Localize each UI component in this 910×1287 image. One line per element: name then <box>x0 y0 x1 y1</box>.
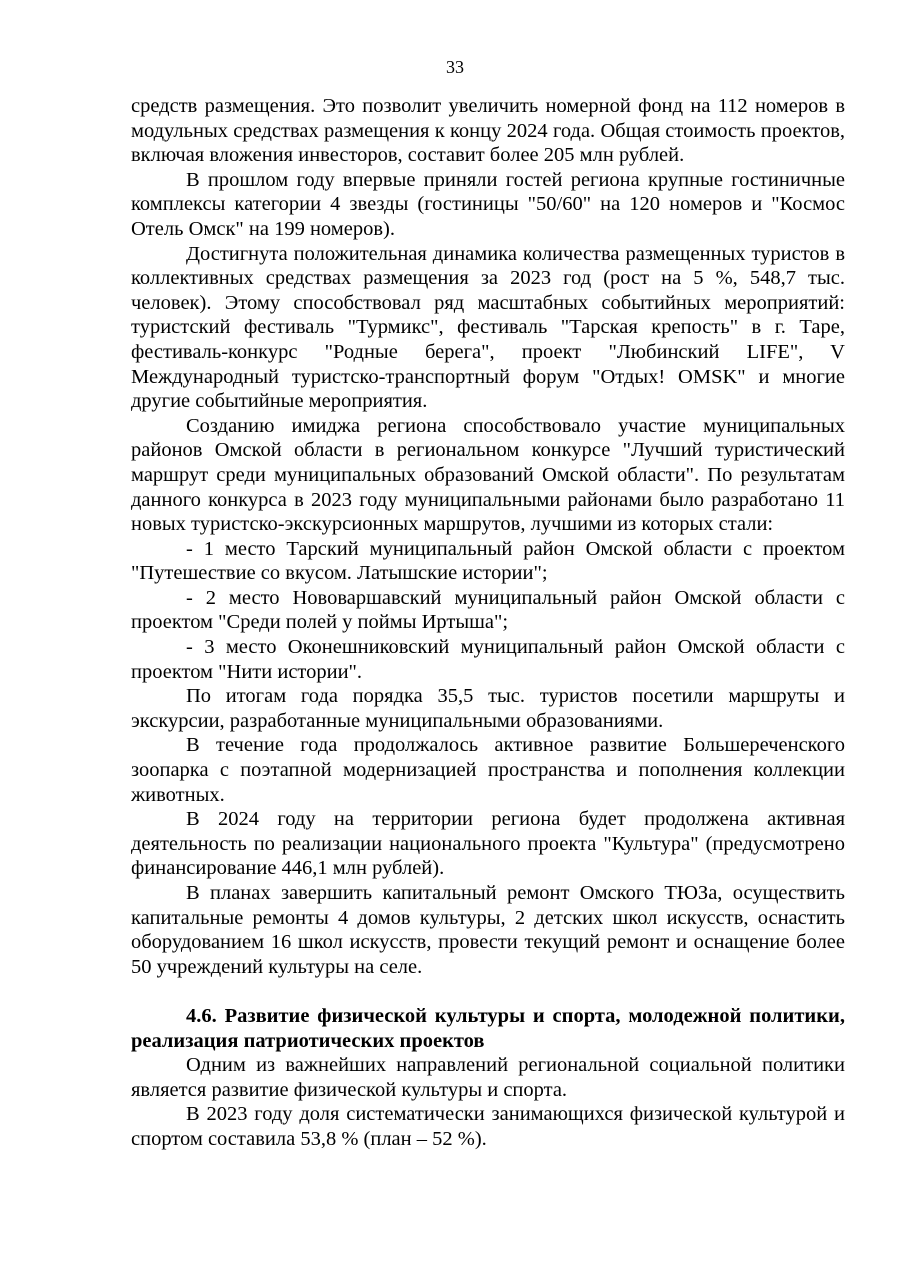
paragraph-regional-contest: Созданию имиджа региона способствовало участие муниципальных районов Омской области в региональном конкурсе "Лучший туристический маршрут среди муниципальных образований Омской области". По результатам данного конкурса в 2023 году муниципальными районами было разработано 11 новых туристско-экскурсионных маршрутов, лучшими из которых стали: <box>131 414 845 536</box>
list-item-third-place: - 3 место Оконешниковский муниципальный район Омской области с проектом "Нити истории". <box>131 636 845 683</box>
list-item-first-place: - 1 место Тарский муниципальный район Омской области с проектом "Путешествие со вкусом. Латышские истории"; <box>131 537 845 585</box>
paragraph-hotels: В прошлом году впервые приняли гостей региона крупные гостиничные комплексы категории 4 звезды (гостиницы "50/60" на 120 номеров и "Космос Отель Омск" на 199 номеров). <box>131 168 845 240</box>
list-item-second-place: - 2 место Нововаршавский муниципальный район Омской области с проектом "Среди полей у поймы Иртыша"; <box>131 586 845 634</box>
section-title: Развитие физической культуры и спорта, молодежной политики, реализация патриотических проектов <box>131 1004 845 1052</box>
document-body <box>131 94 845 1152</box>
paragraph-repair-plans: В планах завершить капитальный ремонт Омского ТЮЗа, осуществить капитальные ремонты 4 домов культуры, 2 детских школ искусств, оснастить оборудованием 16 школ искусств, провести текущий ремонт и оснащение более 50 учреждений культуры на селе. <box>131 882 845 978</box>
paragraph-sport-policy: Одним из важнейших направлений региональной социальной политики является развитие физической культуры и спорта. <box>131 1054 845 1101</box>
section-number: 4.6. <box>186 1004 217 1027</box>
page-number: 33 <box>446 57 464 77</box>
paragraph-tourist-dynamics: Достигнута положительная динамика количества размещенных туристов в коллективных средствах размещения за 2023 год (рост на 5 %, 548,7 тыс. человек). Этому способствовал ряд масштабных событийных мероприятий: туристский фестиваль "Турмикс", фестиваль "Тарская крепость" в г. Таре, фестиваль-конкурс "Родные берега", проект "Любинский LIFE", V Международный туристско-транспортный форум "Отдых! OMSK" и многие другие событийные мероприятия. <box>131 242 845 413</box>
section-heading <box>131 1004 845 1053</box>
paragraph-culture-project: В 2024 году на территории региона будет продолжена активная деятельность по реализации национального проекта "Культура" (предусмотрено финансирование 446,1 млн рублей). <box>131 808 845 880</box>
paragraph-continuation: средств размещения. Это позволит увеличить номерной фонд на 112 номеров в модульных средствах размещения к концу 2024 года. Общая стоимость проектов, включая вложения инвесторов, составит более 205 млн рублей. <box>131 95 845 167</box>
paragraph-zoo: В течение года продолжалось активное развитие Большереченского зоопарка с поэтапной модернизацией пространства и пополнения коллекции животных. <box>131 734 845 806</box>
paragraph-route-visitors: По итогам года порядка 35,5 тыс. туристов посетили маршруты и экскурсии, разработанные муниципальными образованиями. <box>131 685 845 732</box>
paragraph-sport-share: В 2023 году доля систематически занимающихся физической культурой и спортом составила 53,8 % (план – 52 %). <box>131 1103 845 1150</box>
